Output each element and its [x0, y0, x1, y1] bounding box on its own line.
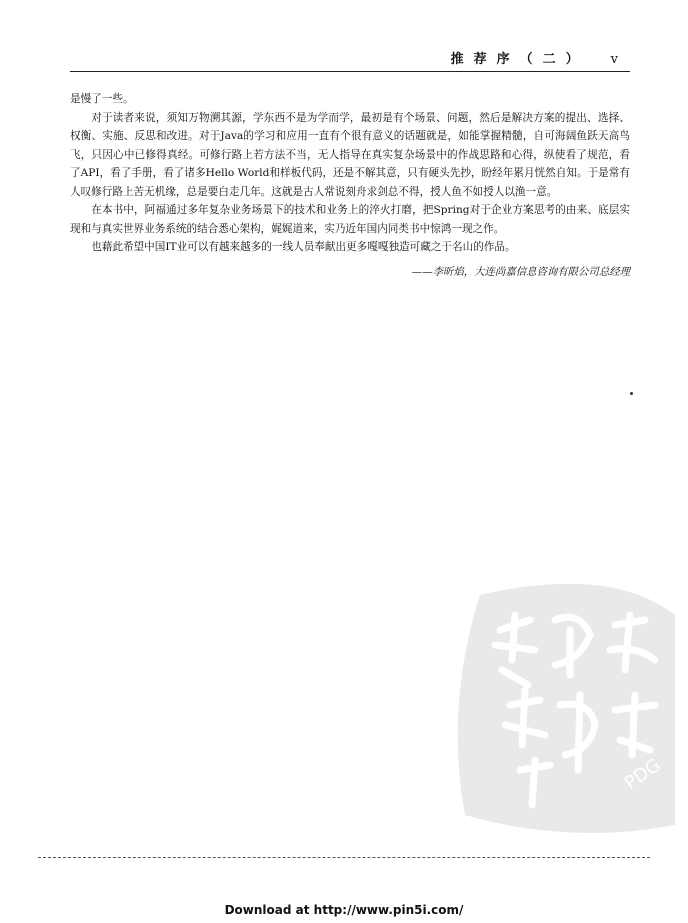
section-title: 推荐序（二）	[450, 52, 589, 67]
download-footer: Download at http://www.pin5i.com/	[224, 903, 464, 917]
seal-pdg-text: PDG	[620, 754, 665, 795]
speck-mark	[630, 392, 633, 395]
paragraph-3: 在本书中，阿福通过多年复杂业务场景下的技术和业务上的淬火打磨，把Spring对于企业方案思考的由来、底层实现和与真实世界业务系统的结合悉心架构，娓娓道来，实乃近年国内同类书中惊鸿一现之作。	[70, 204, 630, 235]
paragraph-4: 也藉此希望中国IT业可以有越来越多的一线人员奉献出更多嘎嘎独造可藏之于名山的作品。	[91, 241, 516, 253]
page-number: v	[610, 52, 618, 67]
paragraph-1: 是慢了一些。	[70, 93, 134, 105]
running-head	[451, 48, 618, 67]
paragraph-2: 对于读者来说，须知万物溯其源，学东西不是为学而学，最初是有个场景、问题，然后是解决方案的提出、选择、权衡、实施、反思和改进。对于Java的学习和应用一直有个很有意义的话题就是，如能掌握精髓，自可海阔鱼跃天高鸟飞，只因心中已修得真经。可修行路上若方法不当，无人指导在真实复杂场景中的作战思路和心得，纵使看了规范，看了API，看了手册，看了诸多Hello World和样板代码，还是不解其意，只有硬头先抄，盼经年累月恍然自知。于是常有人叹修行路上苦无机缘，总是要白走几年。这就是古人常说刻舟求剑总不得，授人鱼不如授人以渔一意。	[70, 111, 630, 198]
bottom-rule	[38, 857, 650, 858]
seal-watermark	[440, 575, 680, 835]
header-rule	[70, 71, 630, 72]
body-text	[70, 90, 630, 281]
signature: ——李昕焰，大连尚嘉信息咨询有限公司总经理	[411, 265, 630, 278]
